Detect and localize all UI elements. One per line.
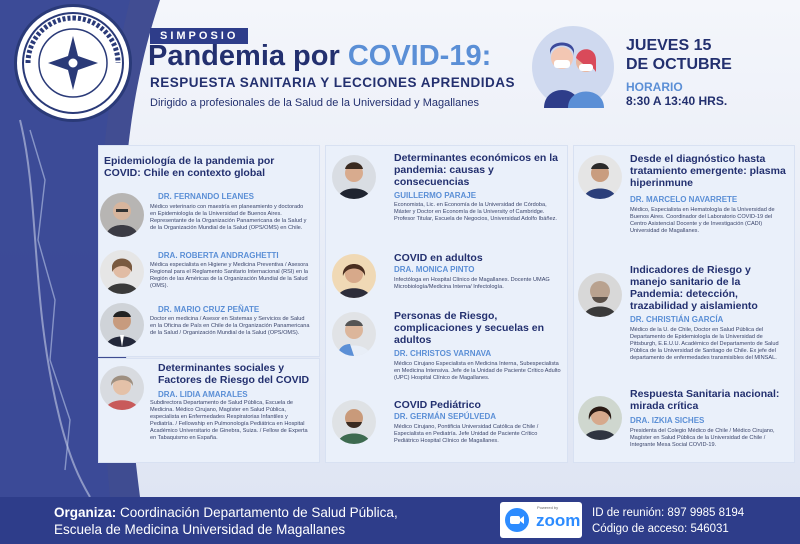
seal-emblem-icon — [18, 8, 128, 118]
horario-label: HORARIO — [626, 80, 683, 94]
video-camera-icon — [505, 508, 529, 532]
meeting-id[interactable]: ID de reunión: 897 9985 8194 — [592, 507, 745, 519]
speaker-bio: Médico Cirujano, Pontificia Universidad Católica de Chile / Especialista en Pediatría. Jefe Unidad de Paciente Crítico Pediátrico Hospital Clínico de Magallanes. — [394, 424, 539, 444]
speaker-name: DR. CHRISTIÁN GARCÍA — [630, 315, 724, 324]
speaker-name: DR. GERMÁN SEPÚLVEDA — [394, 412, 497, 421]
speaker-name: DRA. ROBERTA ANDRAGHETTI — [158, 251, 279, 260]
speaker-bio: Médico Cirujano Especialista en Medicina Interna, Subespecialista en Medicina Intensiva. Jefe de la Unidad de Paciente Crítico Adulto (UPC) Hospital Clínico de Magallanes. — [394, 361, 561, 381]
speaker-bio: Economista, Lic. en Economía de la Universidad de Córdoba, Máster y Doctor en Economía de la University of Cambridge. Profesor Titular, Escuela de Negocios, Universidad Adolfo Ibáñez. — [394, 202, 557, 222]
title-part1: Pandemia por — [148, 40, 348, 72]
page-title — [148, 40, 491, 73]
person-icon — [100, 366, 144, 410]
card-title: COVID Pediátrico — [394, 399, 481, 411]
zoom-powered: Powered by — [537, 505, 559, 510]
speaker-bio: Doctor en medicina / Asesor en Sistemas y Servicios de Salud en la Oficina de País en Chile de la Organización Panamericana de la Salud / Organización Mundial de la Salud (OPS/OMS). — [150, 316, 310, 336]
speaker-bio: Presidenta del Colegio Médico de Chile / Médico Cirujano, Magíster en Salud Pública de la Universidad de Chile / Integrante Mesa Social COVID-19. — [630, 428, 775, 448]
person-icon — [332, 312, 376, 356]
speaker-name: DR. CHRISTOS VARNAVA — [394, 349, 492, 358]
speaker-name: DR. FERNANDO LEANES — [158, 192, 255, 201]
speaker-name: GUILLERMO PARAJE — [394, 191, 477, 200]
person-icon — [578, 396, 622, 440]
subtitle: RESPUESTA SANITARIA Y LECCIONES APRENDIDAS — [150, 75, 516, 90]
card-title: Indicadores de Riesgo y manejo sanitario de la Pandemia: detección, trazabilidad y aislamiento — [630, 264, 758, 312]
zoom-wordmark: zoom — [536, 511, 581, 530]
speaker-bio: Infectóloga en Hospital Clínico de Magallanes. Docente UMAG Microbiología/Medicina Interna/ Infectología. — [394, 277, 550, 290]
university-seal — [14, 4, 132, 122]
speaker-name: DRA. IZKIA SICHES — [630, 416, 705, 425]
event-hours: 8:30 A 13:40 HRS. — [626, 94, 728, 108]
card-title: Epidemiología de la pandemia por COVID: Chile en contexto global — [104, 155, 275, 179]
speaker-bio: Subdirectora Departamento de Salud Pública, Escuela de Medicina. Médico Cirujano, Magíster en Salud Pública, especialista en Enfermedades Respiratorias Infantiles y Pediatría. / Fellowship en Pulmonología Pediátrica en Hospital Académico Universitario de Ginebra, Suiza. / Fellow de Experta en Tabaquismo en España. — [150, 400, 308, 441]
card-title: Determinantes económicos en la pandemia: causas y consecuencias — [394, 152, 558, 188]
speaker-bio: Médico, Especialista en Hematología de la Universidad de Buenos Aires. Coordinador del Laboratorio COVID-19 del Centro Asistencial Docente y de Investigación (CADI) Universidad de Magallanes. — [630, 207, 775, 234]
speaker-photo — [578, 273, 622, 317]
zoom-camera-icon — [505, 508, 529, 532]
event-date — [626, 36, 732, 74]
card-title: Determinantes sociales y Factores de Riesgo del COVID — [158, 362, 310, 386]
person-icon — [578, 273, 622, 317]
masked-people-icon — [532, 26, 614, 108]
person-icon — [100, 303, 144, 347]
simposio-tag: SIMPOSIO — [150, 28, 248, 44]
speaker-bio: Médico veterinario con maestría en planeamiento y doctorado en Epidemiología de la Universidad de Buenos Aires. Representante de la Organización Panamericana de la Salud y de la Organización Mundial de la Salud (OPS/OMS) en Chile. — [150, 204, 307, 231]
speaker-photo — [100, 366, 144, 410]
date-line2: DE OCTUBRE — [626, 56, 732, 73]
speaker-photo — [100, 193, 144, 237]
card-title: COVID en adultos — [394, 252, 483, 264]
speaker-photo — [332, 155, 376, 199]
speaker-bio: Médico de la U. de Chile, Doctor en Salud Pública del Departamento de Epidemiología de la Universidad de Pittsburgh, E.E.U.U. Académico del Departamento de Salud Pública de la Universidad de Santiago de Chile. Ex jefe del departamento de enfermedades transmisibles del MINSAL. — [630, 327, 779, 361]
card-title: Desde el diagnóstico hasta tratamiento emergente: plasma hiperinmune — [630, 153, 786, 189]
poster-header — [0, 0, 800, 130]
title-covid: COVID-19: — [347, 40, 492, 72]
organiza-line2: Escuela de Medicina Universidad de Magallanes — [54, 522, 346, 537]
speaker-name: DR. MARIO CRUZ PEÑATE — [158, 305, 260, 314]
masked-people-illustration — [532, 26, 614, 108]
speaker-bio: Médica especialista en Higiene y Medicina Preventiva / Asesora Regional para el Reglamento Sanitario Internacional (RSI) en la Región de las Américas de la Organización Mundial de la Salud (OMS). — [150, 262, 309, 289]
person-icon — [100, 250, 144, 294]
card-title: Personas de Riesgo, complicaciones y secuelas en adultos — [394, 310, 544, 346]
speaker-photo — [332, 312, 376, 356]
organiza-line1: Coordinación Departamento de Salud Pública, — [116, 505, 398, 520]
speaker-photo — [578, 396, 622, 440]
date-line1: JUEVES 15 — [626, 37, 712, 54]
speaker-name: DR. MARCELO NAVARRETE — [630, 195, 738, 204]
speaker-photo — [332, 400, 376, 444]
person-icon — [332, 155, 376, 199]
audience-text: Dirigido a profesionales de la Salud de la Universidad y Magallanes — [150, 97, 479, 109]
speaker-name: DRA. LIDIA AMARALES — [158, 390, 248, 399]
person-icon — [332, 400, 376, 444]
person-icon — [332, 254, 376, 298]
organiza-label: Organiza: — [54, 505, 117, 520]
organizer-text — [54, 504, 398, 538]
speaker-photo — [332, 254, 376, 298]
access-code[interactable]: Código de acceso: 546031 — [592, 523, 729, 535]
speaker-photo — [578, 155, 622, 199]
speaker-photo — [100, 303, 144, 347]
speaker-name: DRA. MONICA PINTO — [394, 265, 475, 274]
person-icon — [578, 155, 622, 199]
card-title: Respuesta Sanitaria nacional: mirada crítica — [630, 388, 780, 412]
person-icon — [100, 193, 144, 237]
speaker-photo — [100, 250, 144, 294]
meeting-info — [592, 505, 744, 537]
